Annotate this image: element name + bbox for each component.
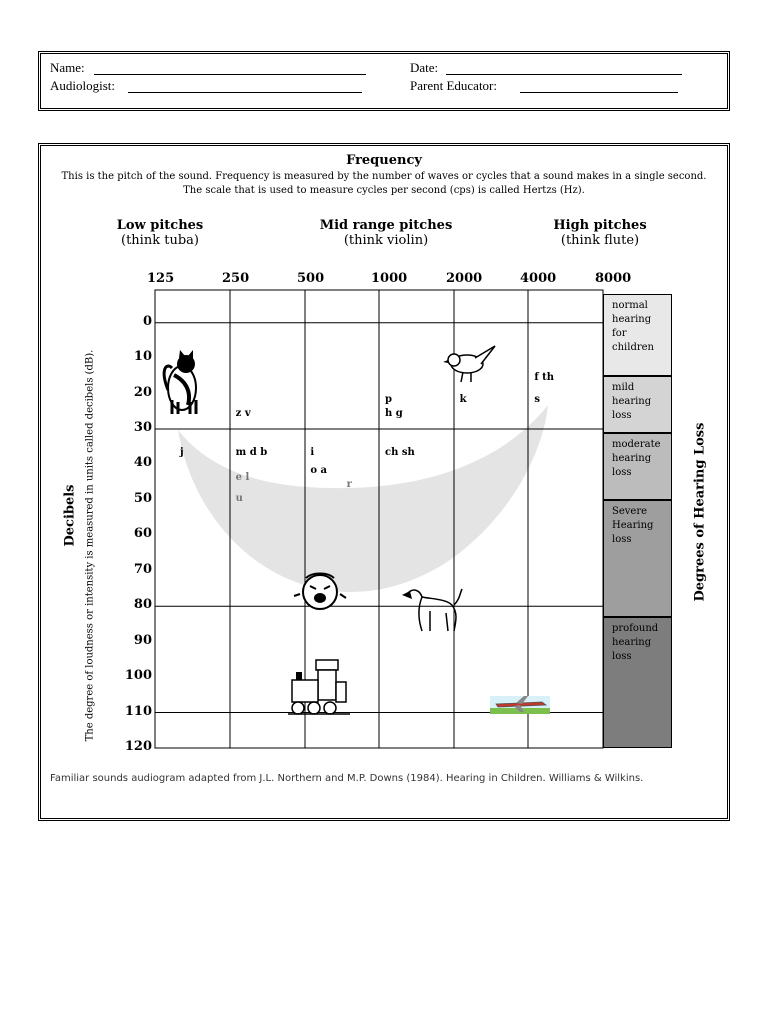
hearing-loss-band: Severe Hearing loss [603,500,672,617]
y-tick-label: 30 [133,420,152,436]
x-tick-label: 4000 [520,271,557,286]
frequency-title: Frequency [346,153,422,168]
speech-sound-label: h g [385,407,403,419]
speech-sound-label: o a [310,464,327,476]
hearing-loss-band: normal hearing for children [603,294,672,376]
speech-sound-label: p [385,393,392,405]
cat-icon [164,350,196,414]
x-tick-label: 125 [147,271,175,286]
name-label: Name: [50,60,85,75]
x-tick-label: 2000 [446,271,483,286]
footer-citation: Familiar sounds audiogram adapted from J.L. Northern and M.P. Downs (1984). Hearing in Children. Williams & Wilkins. [50,773,644,784]
speech-sound-label: j [180,446,184,458]
y-tick-label: 90 [133,632,152,648]
hearing-loss-band: profound hearing loss [603,617,672,748]
y-axis-label: Decibels [62,484,78,547]
pitch-group-hint: (think tuba) [121,233,199,248]
speech-sound-label: k [459,393,467,405]
speech-sound-label: r [346,478,352,490]
y-tick-label: 20 [133,384,152,400]
parent-educator-label: Parent Educator: [410,78,497,93]
pitch-group-hint: (think flute) [560,233,640,248]
y-tick-label: 70 [133,561,152,577]
audiologist-label: Audiologist: [50,78,116,93]
hearing-loss-band: moderate hearing loss [603,433,672,500]
y-tick-label: 80 [133,597,152,613]
speech-sound-label: z v [235,407,251,419]
x-tick-label: 500 [297,271,325,286]
speech-sound-label: u [235,492,243,504]
speech-sound-label: s [534,393,540,405]
speech-sound-label: i [310,446,315,458]
speech-sound-label: f th [534,372,555,384]
y-tick-label: 0 [142,313,152,329]
speech-sound-label: e l [235,471,250,483]
y-tick-label: 120 [124,739,152,754]
speech-sound-label: ch sh [385,446,415,458]
y-tick-label: 40 [133,455,152,471]
speech-banana [178,405,548,592]
pitch-group-label: Mid range pitches [319,218,453,233]
x-tick-label: 8000 [595,271,632,286]
date-label: Date: [410,60,439,75]
airplane-icon [490,696,550,714]
y-tick-label: 50 [133,490,152,506]
train-icon [288,660,350,714]
speech-sound-label: m d b [235,446,268,458]
y-tick-label: 10 [133,349,152,365]
y-axis-sublabel: The degree of loudness or intensity is measured in units called decibels (dB). [84,349,96,742]
x-tick-label: 1000 [371,271,408,286]
pitch-group-label: Low pitches [116,218,204,233]
frequency-description: This is the pitch of the sound. Frequency is measured by the number of waves or cycles that a sound makes in a single second. The scale that is used to measure cycles per second (cps) is called Hertzs (Hz). [61,171,707,196]
right-axis-label: Degrees of Hearing Loss [692,422,708,602]
bird-icon [443,346,495,382]
dog-icon [402,589,462,631]
y-tick-label: 100 [124,668,152,684]
x-tick-label: 250 [222,271,250,286]
y-tick-label: 110 [124,703,152,719]
hearing-loss-band: mild hearing loss [603,376,672,433]
pitch-group-label: High pitches [553,218,647,233]
y-tick-label: 60 [133,526,152,542]
pitch-group-hint: (think violin) [343,233,429,248]
